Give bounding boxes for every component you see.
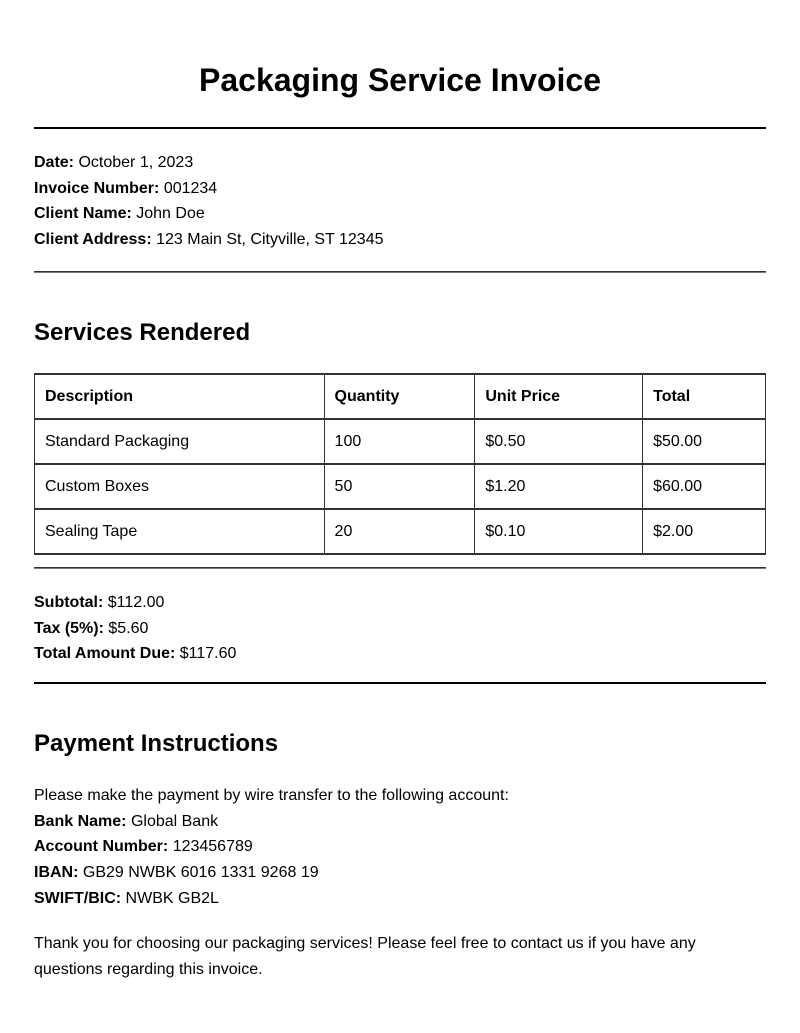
total-due-value: $117.60 [179, 645, 237, 662]
total-due-line [34, 644, 236, 664]
divider-table [34, 567, 766, 569]
divider-totals [34, 682, 766, 684]
date-line [34, 153, 193, 173]
invoice-number-label: Invoice Number: [34, 180, 160, 197]
column-header-total: Total [643, 374, 766, 419]
invoice-number-value: 001234 [163, 180, 218, 197]
cell-description: Sealing Tape [35, 509, 325, 554]
account-number-value: 123456789 [172, 838, 253, 855]
services-heading: Services Rendered [34, 319, 251, 346]
tax-value: $5.60 [108, 620, 149, 637]
services-table [34, 373, 766, 555]
swift-label: SWIFT/BIC: [34, 890, 122, 907]
date-label: Date: [34, 154, 75, 171]
subtotal-label: Subtotal: [34, 594, 104, 611]
client-address-label: Client Address: [34, 231, 152, 248]
client-name-label: Client Name: [34, 205, 132, 222]
iban-line [34, 863, 319, 883]
column-header-description: Description [35, 374, 325, 419]
cell-total: $60.00 [643, 464, 766, 509]
swift-line [34, 889, 219, 909]
client-name-value: John Doe [136, 205, 205, 222]
invoice-title: Packaging Service Invoice [199, 62, 601, 98]
column-header-unit-price: Unit Price [475, 374, 643, 419]
subtotal-line [34, 593, 164, 613]
date-value: October 1, 2023 [78, 154, 194, 171]
subtotal-value: $112.00 [107, 594, 165, 611]
iban-label: IBAN: [34, 864, 79, 881]
payment-heading: Payment Instructions [34, 730, 279, 757]
tax-line [34, 619, 148, 639]
cell-description: Standard Packaging [35, 419, 325, 464]
tax-label: Tax (5%): [34, 620, 104, 637]
table-header-row [35, 374, 766, 419]
cell-total: $50.00 [643, 419, 766, 464]
table-row [35, 464, 766, 509]
cell-unit-price: $1.20 [475, 464, 643, 509]
cell-unit-price: $0.10 [475, 509, 643, 554]
cell-unit-price: $0.50 [475, 419, 643, 464]
invoice-number-line [34, 179, 217, 199]
client-address-line [34, 230, 383, 250]
divider-info [34, 271, 766, 273]
account-number-label: Account Number: [34, 838, 169, 855]
thank-you-note: Thank you for choosing our packaging services! Please feel free to contact us if you have any questions regarding this invoice. [34, 935, 696, 978]
table-row [35, 419, 766, 464]
cell-quantity: 20 [324, 509, 475, 554]
client-name-line [34, 204, 205, 224]
cell-total: $2.00 [643, 509, 766, 554]
table-row [35, 509, 766, 554]
bank-name-value: Global Bank [130, 813, 219, 830]
swift-value: NWBK GB2L [125, 890, 219, 907]
account-number-line [34, 837, 253, 857]
cell-quantity: 50 [324, 464, 475, 509]
divider-top [34, 127, 766, 129]
cell-quantity: 100 [324, 419, 475, 464]
bank-name-label: Bank Name: [34, 813, 127, 830]
cell-description: Custom Boxes [35, 464, 325, 509]
payment-intro: Please make the payment by wire transfer to the following account: [34, 787, 509, 804]
column-header-quantity: Quantity [324, 374, 475, 419]
bank-name-line [34, 812, 218, 832]
iban-value: GB29 NWBK 6016 1331 9268 19 [82, 864, 319, 881]
client-address-value: 123 Main St, Cityville, ST 12345 [156, 231, 384, 248]
total-due-label: Total Amount Due: [34, 645, 176, 662]
